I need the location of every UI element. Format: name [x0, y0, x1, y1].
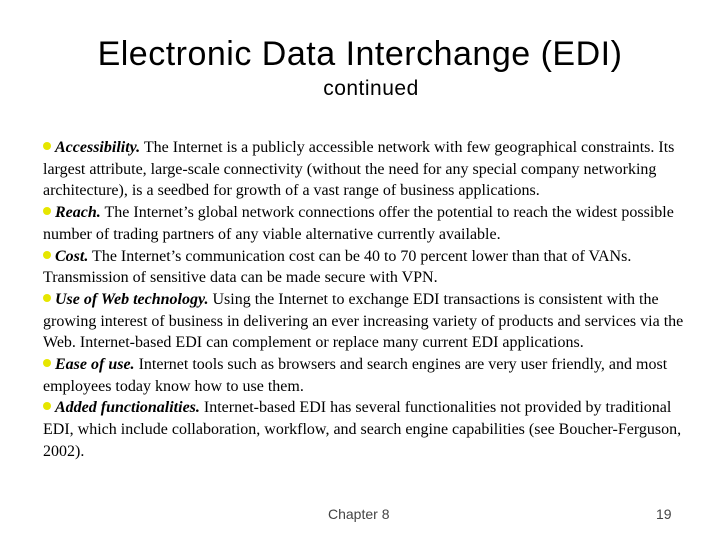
bullet-dot-icon: [43, 142, 51, 150]
slide-title: Electronic Data Interchange (EDI): [97, 35, 623, 73]
slide-subtitle: continued: [323, 77, 419, 100]
bullet-dot-icon: [43, 251, 51, 259]
bullet-term: Reach.: [55, 204, 101, 222]
bullet-dot-icon: [43, 402, 51, 410]
bullet-text: The Internet is a publicly accessible network with few geographical constraints. Its largest attribute, large-scale connectivity (without the need for any special company networking architecture), is a seedbed for growth of a vast range of business applications.: [43, 139, 675, 200]
bullet-item-reach: [43, 202, 703, 245]
bullet-list: [43, 137, 703, 463]
bullet-text: The Internet’s global network connections offer the potential to reach the widest possible number of trading partners of any viable alternative currently available.: [43, 204, 674, 243]
bullet-text: The Internet’s communication cost can be 40 to 70 percent lower than that of VANs. Transmission of sensitive data can be made secure with VPN.: [43, 247, 632, 287]
bullet-dot-icon: [43, 359, 51, 367]
bullet-term: Use of Web technology.: [55, 290, 209, 308]
bullet-text: Internet tools such as browsers and search engines are very user friendly, and most employees today know how to use them.: [43, 356, 668, 395]
bullet-term: Accessibility.: [55, 139, 141, 156]
bullet-term: Added functionalities.: [55, 399, 200, 417]
bullet-term: Ease of use.: [55, 356, 135, 374]
bullet-item-cost: [43, 246, 703, 289]
bullet-item-ease-of-use: [43, 354, 703, 397]
bullet-item-added-functionalities: [43, 397, 703, 462]
bullet-text: Using the Internet to exchange EDI transactions is consistent with the growing interest of business in delivering an ever increasing variety of products and services via the Web. Internet-based EDI can complement or replace many current EDI applications.: [43, 290, 684, 352]
bullet-item-accessibility: [43, 137, 703, 202]
page-number: 19: [656, 506, 672, 522]
bullet-dot-icon: [43, 294, 51, 302]
bullet-text: Internet-based EDI has several functionalities not provided by traditional EDI, which include collaboration, workflow, and search engine capabilities (see Boucher-Ferguson, 2002).: [43, 399, 682, 460]
bullet-item-web-technology: [43, 289, 703, 354]
bullet-dot-icon: [43, 207, 51, 215]
footer-chapter: Chapter 8: [328, 506, 390, 522]
bullet-term: Cost.: [55, 247, 89, 265]
